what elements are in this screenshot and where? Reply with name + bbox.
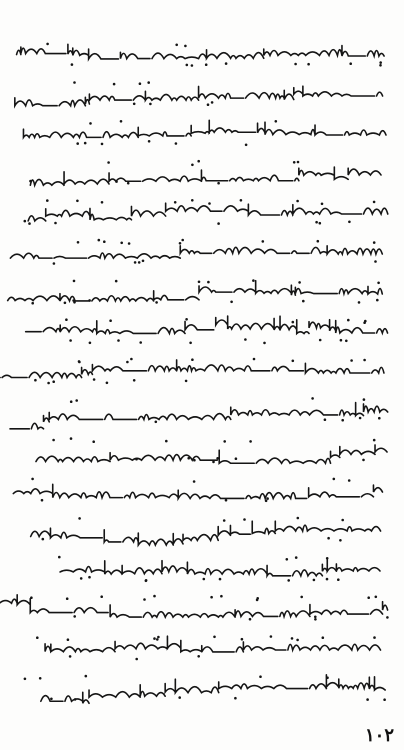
diacritic-dot	[69, 655, 72, 658]
handwriting-strokes	[10, 228, 398, 268]
manuscript-line	[10, 505, 398, 545]
handwriting-strokes	[10, 386, 398, 426]
diacritic-dot	[75, 400, 78, 403]
handwriting-strokes	[10, 347, 398, 387]
diacritic-dot	[197, 160, 200, 163]
script-stroke	[60, 559, 380, 575]
diacritic-dot	[253, 357, 256, 360]
diacritic-dot	[126, 360, 129, 363]
diacritic-dot	[359, 417, 362, 420]
diacritic-dot	[347, 319, 350, 322]
script-stroke	[15, 86, 383, 106]
diacritic-dot	[52, 380, 55, 383]
handwriting-strokes	[10, 70, 398, 110]
handwriting-strokes	[10, 466, 398, 506]
diacritic-dot	[78, 517, 81, 520]
handwriting-strokes	[10, 109, 398, 149]
manuscript-line	[10, 70, 398, 110]
diacritic-dot	[46, 200, 49, 203]
diacritic-dot	[366, 698, 369, 701]
diacritic-dot	[286, 558, 289, 561]
script-stroke	[30, 167, 381, 185]
diacritic-dot	[153, 637, 156, 640]
diacritic-dot	[287, 579, 290, 582]
diacritic-dot	[66, 598, 69, 601]
diacritic-dot	[249, 440, 252, 443]
diacritic-dot	[373, 439, 376, 442]
diacritic-dot	[73, 81, 76, 84]
diacritic-dot	[73, 301, 76, 304]
manuscript-line	[10, 426, 398, 466]
diacritic-dot	[156, 638, 159, 641]
diacritic-dot	[266, 497, 269, 500]
diacritic-dot	[225, 498, 228, 501]
diacritic-dot	[148, 140, 151, 143]
script-stroke	[26, 316, 388, 333]
diacritic-dot	[249, 618, 252, 621]
diacritic-dot	[339, 539, 342, 542]
diacritic-dot	[373, 241, 376, 244]
diacritic-dot	[294, 63, 297, 66]
diacritic-dot	[379, 61, 382, 64]
diacritic-dot	[302, 299, 305, 302]
diacritic-dot	[115, 279, 118, 282]
diacritic-dot	[103, 240, 106, 243]
diacritic-dot	[378, 417, 381, 420]
diacritic-dot	[145, 579, 148, 582]
diacritic-dot	[223, 519, 226, 522]
diacritic-dot	[262, 240, 265, 243]
diacritic-dot	[234, 696, 237, 699]
manuscript-line	[10, 347, 398, 387]
diacritic-dot	[157, 636, 160, 639]
diacritic-dot	[337, 578, 340, 581]
manuscript-line	[10, 307, 398, 347]
diacritic-dot	[345, 340, 348, 343]
diacritic-dot	[348, 479, 351, 482]
script-stroke	[41, 674, 385, 702]
diacritic-dot	[67, 638, 70, 641]
handwritten-text-block	[10, 30, 398, 703]
diacritic-dot	[24, 220, 27, 223]
diacritic-dot	[34, 379, 37, 382]
handwriting-strokes	[10, 307, 398, 347]
diacritic-dot	[207, 280, 210, 283]
diacritic-dot	[374, 260, 377, 263]
diacritic-dot	[383, 698, 386, 701]
diacritic-dot	[179, 242, 182, 245]
diacritic-dot	[73, 279, 76, 282]
diacritic-dot	[319, 222, 322, 225]
diacritic-dot	[322, 636, 325, 639]
diacritic-dot	[120, 241, 123, 244]
diacritic-dot	[326, 557, 329, 560]
diacritic-dot	[203, 577, 206, 580]
diacritic-dot	[252, 279, 255, 282]
diacritic-dot	[135, 658, 138, 661]
diacritic-dot	[363, 322, 366, 325]
diacritic-dot	[291, 637, 294, 640]
diacritic-dot	[245, 144, 248, 147]
diacritic-dot	[350, 359, 353, 362]
diacritic-dot	[77, 241, 80, 244]
diacritic-dot	[375, 596, 378, 599]
script-stroke	[17, 44, 385, 59]
diacritic-dot	[70, 401, 73, 404]
diacritic-dot	[101, 143, 104, 146]
diacritic-dot	[178, 696, 181, 699]
diacritic-dot	[92, 440, 95, 443]
diacritic-dot	[317, 240, 320, 243]
manuscript-line	[10, 149, 398, 189]
diacritic-dot	[379, 64, 382, 67]
script-stroke	[36, 445, 387, 463]
diacritic-dot	[293, 161, 296, 164]
diacritic-dot	[74, 698, 77, 701]
diacritic-dot	[191, 64, 194, 67]
handwriting-strokes	[10, 149, 398, 189]
manuscript-line	[10, 268, 398, 308]
diacritic-dot	[89, 122, 92, 125]
diacritic-dot	[275, 120, 278, 123]
diacritic-dot	[208, 203, 211, 206]
diacritic-dot	[98, 239, 101, 242]
diacritic-dot	[216, 457, 219, 460]
diacritic-dot	[220, 595, 223, 598]
diacritic-dot	[314, 616, 317, 619]
diacritic-dot	[127, 182, 130, 185]
handwriting-strokes	[10, 268, 398, 308]
diacritic-dot	[53, 262, 56, 265]
diacritic-dot	[88, 576, 91, 579]
diacritic-dot	[210, 596, 213, 599]
diacritic-dot	[363, 399, 366, 402]
diacritic-dot	[189, 342, 192, 345]
diacritic-dot	[174, 201, 177, 204]
diacritic-dot	[31, 301, 34, 304]
diacritic-dot	[31, 477, 34, 480]
diacritic-dot	[326, 578, 329, 581]
diacritic-dot	[155, 421, 158, 424]
handwriting-strokes	[10, 426, 398, 466]
diacritic-dot	[327, 537, 330, 540]
diacritic-dot	[340, 339, 343, 342]
diacritic-dot	[71, 63, 74, 66]
diacritic-dot	[298, 281, 301, 284]
diacritic-dot	[142, 259, 145, 262]
diacritic-dot	[341, 419, 344, 422]
diacritic-dot	[36, 636, 39, 639]
diacritic-dot	[324, 419, 327, 422]
diacritic-dot	[93, 378, 96, 381]
diacritic-dot	[52, 439, 55, 442]
diacritic-dot	[230, 300, 233, 303]
diacritic-dot	[217, 223, 220, 226]
diacritic-dot	[292, 321, 295, 324]
handwriting-strokes	[10, 545, 398, 585]
diacritic-dot	[76, 200, 79, 203]
diacritic-dot	[358, 301, 361, 304]
diacritic-dot	[212, 461, 215, 464]
diacritic-dot	[84, 142, 87, 145]
diacritic-dot	[207, 103, 210, 106]
diacritic-dot	[130, 357, 133, 360]
diacritic-dot	[113, 82, 116, 85]
diacritic-dot	[341, 519, 344, 522]
diacritic-dot	[235, 457, 238, 460]
diacritic-dot	[50, 697, 53, 700]
diacritic-dot	[243, 518, 246, 521]
diacritic-dot	[85, 674, 88, 677]
diacritic-dot	[314, 618, 317, 621]
diacritic-dot	[101, 201, 104, 204]
diacritic-dot	[211, 101, 214, 104]
diacritic-dot	[349, 62, 352, 65]
diacritic-dot	[219, 578, 222, 581]
diacritic-dot	[240, 199, 243, 202]
diacritic-dot	[191, 199, 194, 202]
diacritic-dot	[241, 638, 244, 641]
diacritic-dot	[78, 360, 81, 363]
diacritic-dot	[29, 180, 32, 183]
manuscript-line	[10, 30, 398, 70]
diacritic-dot	[117, 339, 120, 342]
diacritic-dot	[333, 477, 336, 480]
script-stroke	[0, 360, 384, 378]
diacritic-dot	[187, 457, 190, 460]
diacritic-dot	[263, 342, 266, 345]
diacritic-dot	[191, 163, 194, 166]
manuscript-line	[10, 545, 398, 585]
diacritic-dot	[296, 200, 299, 203]
diacritic-dot	[42, 538, 45, 541]
diacritic-dot	[30, 597, 33, 600]
diacritic-dot	[223, 440, 226, 443]
manuscript-line	[10, 386, 398, 426]
manuscript-line	[10, 624, 398, 664]
diacritic-dot	[296, 639, 299, 642]
diacritic-dot	[313, 578, 316, 581]
diacritic-dot	[213, 635, 216, 638]
diacritic-dot	[46, 43, 49, 46]
diacritic-dot	[139, 341, 142, 344]
diacritic-dot	[373, 636, 376, 639]
script-stroke	[31, 521, 381, 545]
manuscript-line	[10, 664, 398, 704]
diacritic-dot	[134, 261, 137, 264]
manuscript-line	[10, 109, 398, 149]
diacritic-dot	[348, 221, 351, 224]
diacritic-dot	[143, 599, 146, 602]
script-stroke	[28, 204, 388, 222]
diacritic-dot	[80, 577, 83, 580]
diacritic-dot	[41, 498, 44, 501]
diacritic-dot	[64, 301, 67, 304]
page-number: ۱۰۲	[364, 725, 394, 746]
diacritic-dot	[139, 82, 142, 85]
diacritic-dot	[197, 655, 200, 658]
diacritic-dot	[175, 44, 178, 47]
diacritic-dot	[205, 63, 208, 66]
diacritic-dot	[259, 675, 262, 678]
diacritic-dot	[165, 440, 168, 443]
diacritic-dot	[377, 281, 380, 284]
diacritic-dot	[256, 599, 259, 602]
handwriting-strokes	[10, 584, 398, 624]
diacritic-dot	[76, 142, 79, 145]
diacritic-dot	[311, 397, 314, 400]
diacritic-dot	[100, 596, 103, 599]
diacritic-dot	[300, 596, 303, 599]
script-stroke	[45, 636, 380, 655]
diacritic-dot	[149, 102, 152, 105]
diacritic-dot	[186, 64, 189, 67]
script-stroke	[13, 484, 382, 498]
diacritic-dot	[28, 223, 31, 226]
script-stroke	[23, 120, 386, 139]
script-stroke	[0, 595, 388, 617]
diacritic-dot	[73, 615, 76, 618]
diacritic-dot	[58, 556, 61, 559]
diacritic-dot	[321, 203, 324, 206]
diacritic-dot	[106, 381, 109, 384]
diacritic-dot	[292, 359, 295, 362]
manuscript-line	[10, 466, 398, 506]
diacritic-dot	[185, 379, 188, 382]
diacritic-dot	[363, 358, 366, 361]
script-stroke	[10, 246, 382, 258]
diacritic-dot	[54, 222, 57, 225]
diacritic-dot	[191, 358, 194, 361]
diacritic-dot	[109, 320, 112, 323]
manuscript-line	[10, 188, 398, 228]
diacritic-dot	[386, 616, 389, 619]
diacritic-dot	[120, 120, 123, 123]
diacritic-dot	[265, 499, 268, 502]
diacritic-dot	[39, 677, 42, 680]
handwriting-strokes	[10, 664, 398, 704]
diacritic-dot	[133, 379, 136, 382]
manuscript-line	[10, 584, 398, 624]
diacritic-dot	[147, 81, 150, 84]
diacritic-dot	[326, 676, 329, 679]
diacritic-dot	[65, 319, 68, 322]
diacritic-dot	[70, 437, 73, 440]
diacritic-dot	[367, 597, 370, 600]
script-stroke	[8, 280, 383, 300]
handwriting-strokes	[10, 188, 398, 228]
diacritic-dot	[133, 102, 136, 105]
diacritic-dot	[69, 339, 72, 342]
diacritic-dot	[373, 201, 376, 204]
diacritic-dot	[193, 459, 196, 462]
diacritic-dot	[128, 242, 131, 245]
diacritic-dot	[24, 677, 27, 680]
diacritic-dot	[88, 299, 91, 302]
diacritic-dot	[217, 182, 220, 185]
diacritic-dot	[135, 458, 138, 461]
handwriting-strokes	[10, 624, 398, 664]
diacritic-dot	[244, 338, 247, 341]
diacritic-dot	[376, 298, 379, 301]
handwriting-strokes	[10, 505, 398, 545]
diacritic-dot	[155, 301, 158, 304]
diacritic-dot	[89, 342, 92, 345]
diacritic-dot	[47, 381, 50, 384]
diacritic-dot	[297, 160, 300, 163]
diacritic-dot	[184, 45, 187, 48]
diacritic-dot	[175, 142, 178, 145]
manuscript-line	[10, 228, 398, 268]
diacritic-dot	[193, 480, 196, 483]
diacritic-dot	[295, 556, 298, 559]
diacritic-dot	[362, 459, 365, 462]
diacritic-dot	[297, 517, 300, 520]
diacritic-dot	[185, 318, 188, 321]
diacritic-dot	[307, 63, 310, 66]
diacritic-dot	[107, 161, 110, 164]
diacritic-dot	[115, 180, 118, 183]
diacritic-dot	[319, 339, 322, 342]
diacritic-dot	[315, 221, 318, 224]
diacritic-dot	[270, 635, 273, 638]
diacritic-dot	[153, 595, 156, 598]
handwriting-strokes	[10, 30, 398, 70]
diacritic-dot	[225, 62, 228, 65]
diacritic-dot	[138, 261, 141, 264]
diacritic-dot	[181, 239, 184, 242]
diacritic-dot	[198, 280, 201, 283]
